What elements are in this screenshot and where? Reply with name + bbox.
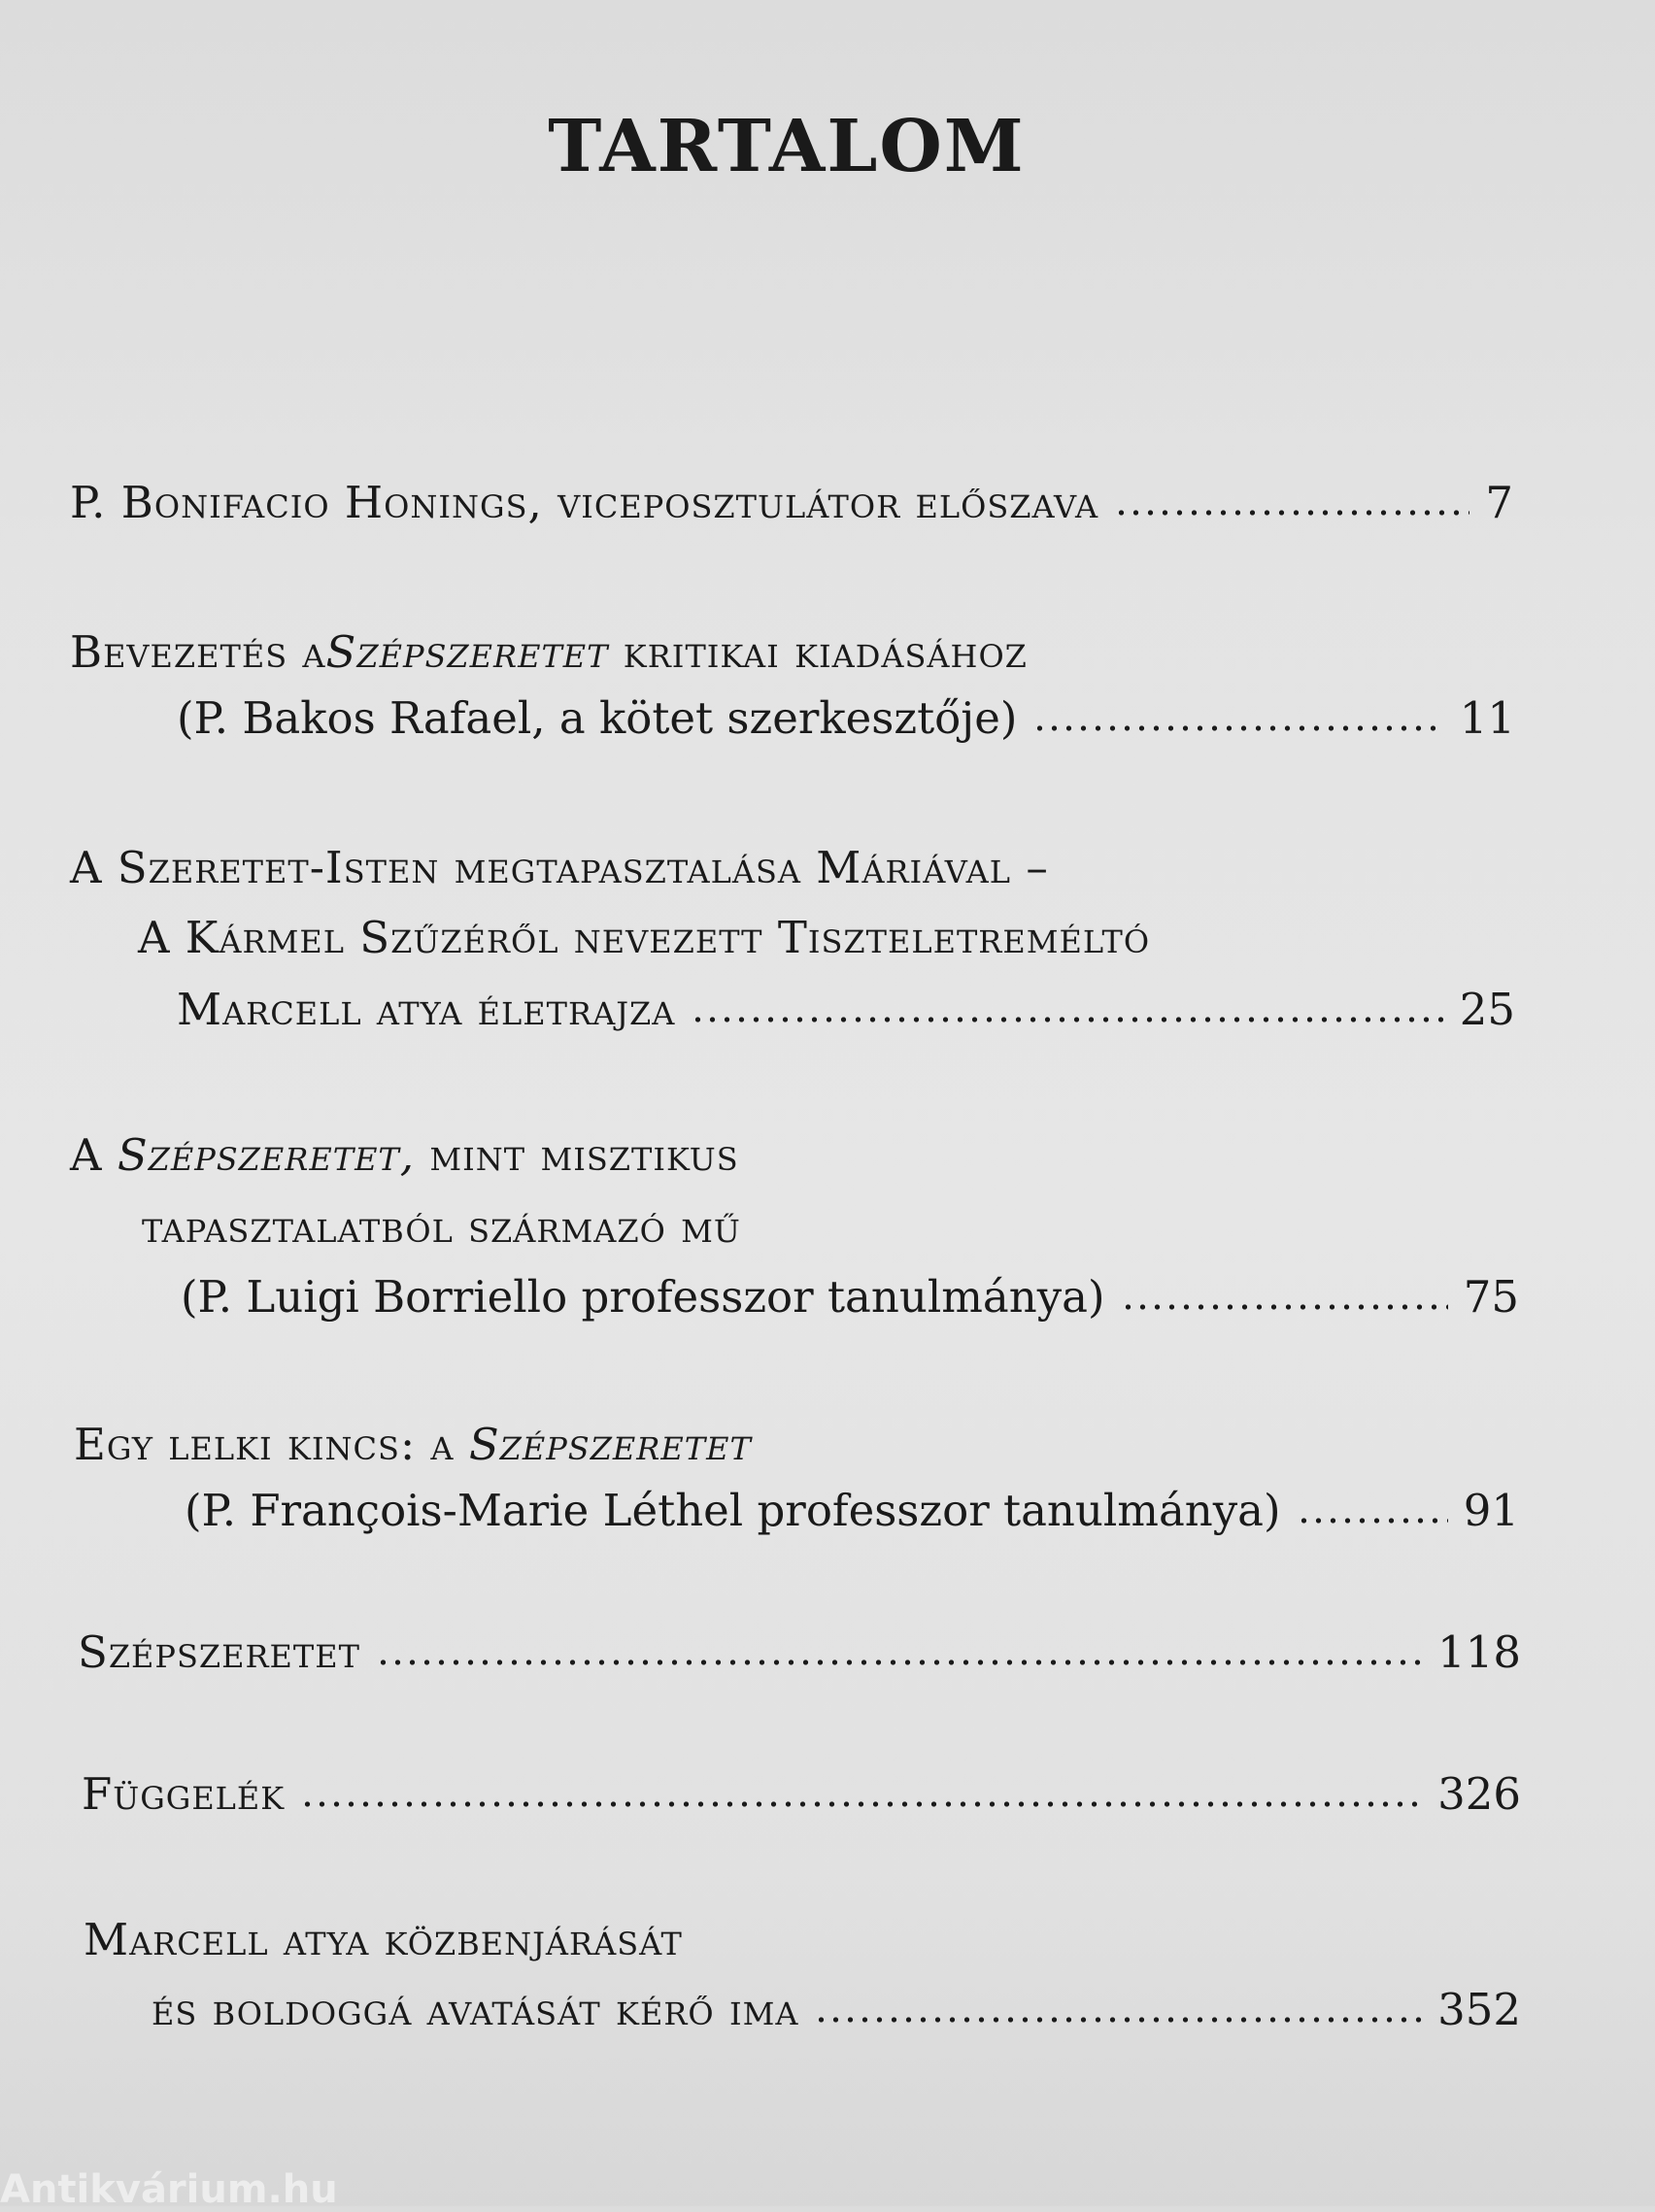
- toc-entry-3-title-cont: A Kármel Szűzéről nevezett Tiszteletreméltó: [138, 912, 1151, 963]
- toc-entry-4-title-italic: Szépszeretet,: [117, 1129, 416, 1181]
- toc-entry-3-title: A Szeretet-Isten megtapasztalása Máriával –: [70, 842, 1049, 893]
- toc-entry-4-line-1[interactable]: [70, 1126, 739, 1185]
- toc-entry-6[interactable]: [78, 1624, 1521, 1682]
- watermark: Antikvárium.hu: [0, 2167, 338, 2212]
- toc-entry-6-page: 118: [1437, 1626, 1521, 1678]
- dot-leader: [1297, 1516, 1448, 1525]
- toc-entry-2-title-part: kritikai kiadásához: [608, 626, 1028, 678]
- toc-entry-4-title-cont: tapasztalatból származó mű: [142, 1201, 741, 1253]
- toc-entry-1-title: P. Bonifacio Honings, viceposztulátor előszava: [70, 477, 1099, 528]
- toc-entry-3-line-1[interactable]: [70, 839, 1049, 897]
- toc-entry-3-line-2[interactable]: [138, 909, 1150, 967]
- toc-entry-6-title: Szépszeretet: [78, 1626, 360, 1678]
- toc-entry-8-title-cont: és boldoggá avatását kérő ima: [152, 1984, 799, 2035]
- dot-leader: [691, 1015, 1443, 1024]
- toc-entry-5-line-1[interactable]: [74, 1416, 752, 1474]
- toc-entry-8-line-1[interactable]: [84, 1911, 683, 1969]
- toc-entry-7-title: Függelék: [82, 1768, 286, 1820]
- dot-leader: [1121, 1302, 1448, 1312]
- toc-entry-4-subtitle: (P. Luigi Borriello professzor tanulmánya): [181, 1271, 1105, 1323]
- toc-entry-3-title-cont: Marcell atya életrajza: [177, 984, 676, 1035]
- toc-entry-7-page: 326: [1437, 1768, 1521, 1820]
- toc-entry-2-line-1[interactable]: [70, 623, 1028, 682]
- toc-entry-2-subtitle: (P. Bakos Rafael, a kötet szerkesztője): [177, 692, 1018, 744]
- dot-leader: [1114, 508, 1469, 518]
- toc-entry-5-title-italic: Szépszeretet: [468, 1419, 752, 1470]
- toc-entry-8-title: Marcell atya közbenjárását: [84, 1914, 683, 1965]
- toc-entry-5-title-part: Egy lelki kincs: a: [74, 1419, 469, 1470]
- toc-entry-3-page: 25: [1459, 984, 1515, 1035]
- dot-leader: [376, 1658, 1422, 1667]
- toc-entry-3-line-3[interactable]: [177, 981, 1515, 1039]
- toc-entry-7[interactable]: [82, 1765, 1521, 1824]
- toc-entry-2-page: 11: [1459, 692, 1515, 744]
- dot-leader: [1032, 723, 1443, 733]
- toc-entry-1[interactable]: [70, 474, 1513, 532]
- toc-entry-4-line-3[interactable]: [181, 1268, 1519, 1326]
- toc-entry-2-title-italic: Szépszeretet: [325, 626, 609, 678]
- toc-entry-2-title-part: Bevezetés a: [70, 626, 326, 678]
- toc-entry-5-page: 91: [1463, 1485, 1519, 1536]
- toc-entry-4-title-part: A: [70, 1129, 118, 1181]
- toc-entry-8-page: 352: [1437, 1984, 1521, 2035]
- toc-entry-5-line-2[interactable]: [185, 1482, 1519, 1540]
- toc-entry-1-page: 7: [1485, 477, 1513, 528]
- toc-entry-4-page: 75: [1463, 1271, 1519, 1323]
- toc-entry-2-line-2[interactable]: [177, 689, 1515, 748]
- page-title: TARTALOM: [548, 105, 1026, 188]
- toc-entry-8-line-2[interactable]: [152, 1981, 1521, 2039]
- dot-leader: [814, 2015, 1422, 2025]
- toc-entry-4-line-2[interactable]: [142, 1198, 741, 1257]
- dot-leader: [300, 1799, 1422, 1809]
- toc-entry-5-subtitle: (P. François-Marie Léthel professzor tanulmánya): [185, 1485, 1281, 1536]
- toc-entry-4-title-part: mint misztikus: [415, 1129, 739, 1181]
